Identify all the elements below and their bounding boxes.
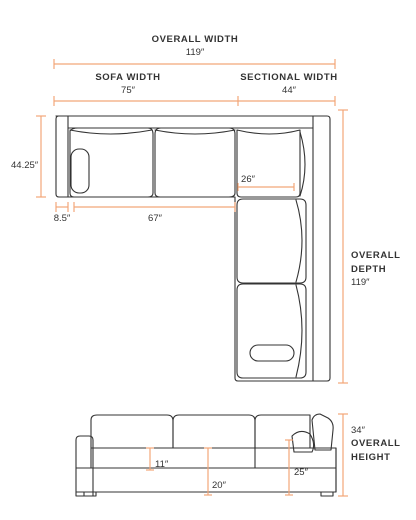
overall-width-label: OVERALL WIDTH — [151, 34, 239, 45]
arm-width-value: 8.5″ — [53, 213, 71, 224]
front-foot-right — [321, 492, 333, 496]
overall-depth-dimension — [338, 110, 401, 383]
plan-view — [53, 116, 330, 381]
front-foot-left — [84, 492, 96, 496]
back-right-cushion-1 — [300, 132, 305, 196]
front-back-cushion-2 — [173, 415, 255, 448]
chaise-back-2 — [296, 285, 302, 377]
left-arm — [56, 116, 68, 197]
front-seat-cushion — [91, 448, 336, 468]
overall-depth-label-line1: OVERALL — [351, 250, 401, 261]
chaise-cushion-1 — [237, 199, 306, 283]
overall-height-dimension — [338, 414, 401, 496]
overall-height-label-line2: HEIGHT — [351, 452, 391, 463]
overall-height-value: 34″ — [351, 425, 365, 436]
sofa-depth-dimension — [11, 116, 46, 197]
chaise-back-1 — [296, 200, 302, 282]
left-pillow — [71, 149, 89, 193]
seat-height-value: 20″ — [212, 480, 226, 491]
sectional-width-label: SECTIONAL WIDTH — [240, 72, 338, 83]
arm-width-dimension — [54, 202, 71, 224]
front-back-cushion-1 — [91, 415, 173, 448]
chaise-seat-depth-dimension — [238, 174, 294, 191]
overall-depth-label-line2: DEPTH — [351, 264, 387, 275]
cushion-height-value: 11″ — [155, 459, 169, 470]
front-view — [76, 414, 336, 496]
seat-width-dimension — [74, 202, 235, 224]
chaise-cushion-2 — [237, 284, 306, 378]
chaise-pillow — [250, 345, 294, 361]
sofa-width-label: SOFA WIDTH — [95, 72, 161, 83]
sofa-depth-value: 44.25″ — [11, 160, 39, 171]
overall-width-dimension — [54, 34, 335, 69]
sectional-width-dimension — [238, 72, 338, 106]
seat-width-value: 67″ — [148, 213, 162, 224]
chaise-seat-depth-value: 26″ — [241, 174, 255, 185]
sectional-width-value: 44″ — [282, 85, 296, 96]
sofa-width-value: 75″ — [121, 85, 135, 96]
seat-cushion-1 — [70, 128, 153, 197]
cushion-height-dimension — [146, 448, 169, 470]
seat-height-dimension — [204, 448, 227, 495]
sofa-width-dimension — [54, 72, 238, 106]
back-cushion-2 — [155, 130, 235, 134]
seat-cushion-2 — [155, 128, 235, 197]
back-cushion-1 — [70, 130, 152, 134]
plan-outline — [53, 116, 330, 381]
overall-height-label-line1: OVERALL — [351, 438, 401, 449]
arm-height-value: 25″ — [294, 467, 308, 478]
overall-depth-value: 119″ — [351, 277, 370, 288]
front-right-pillow-1 — [312, 414, 333, 450]
overall-width-value: 119″ — [185, 47, 205, 58]
